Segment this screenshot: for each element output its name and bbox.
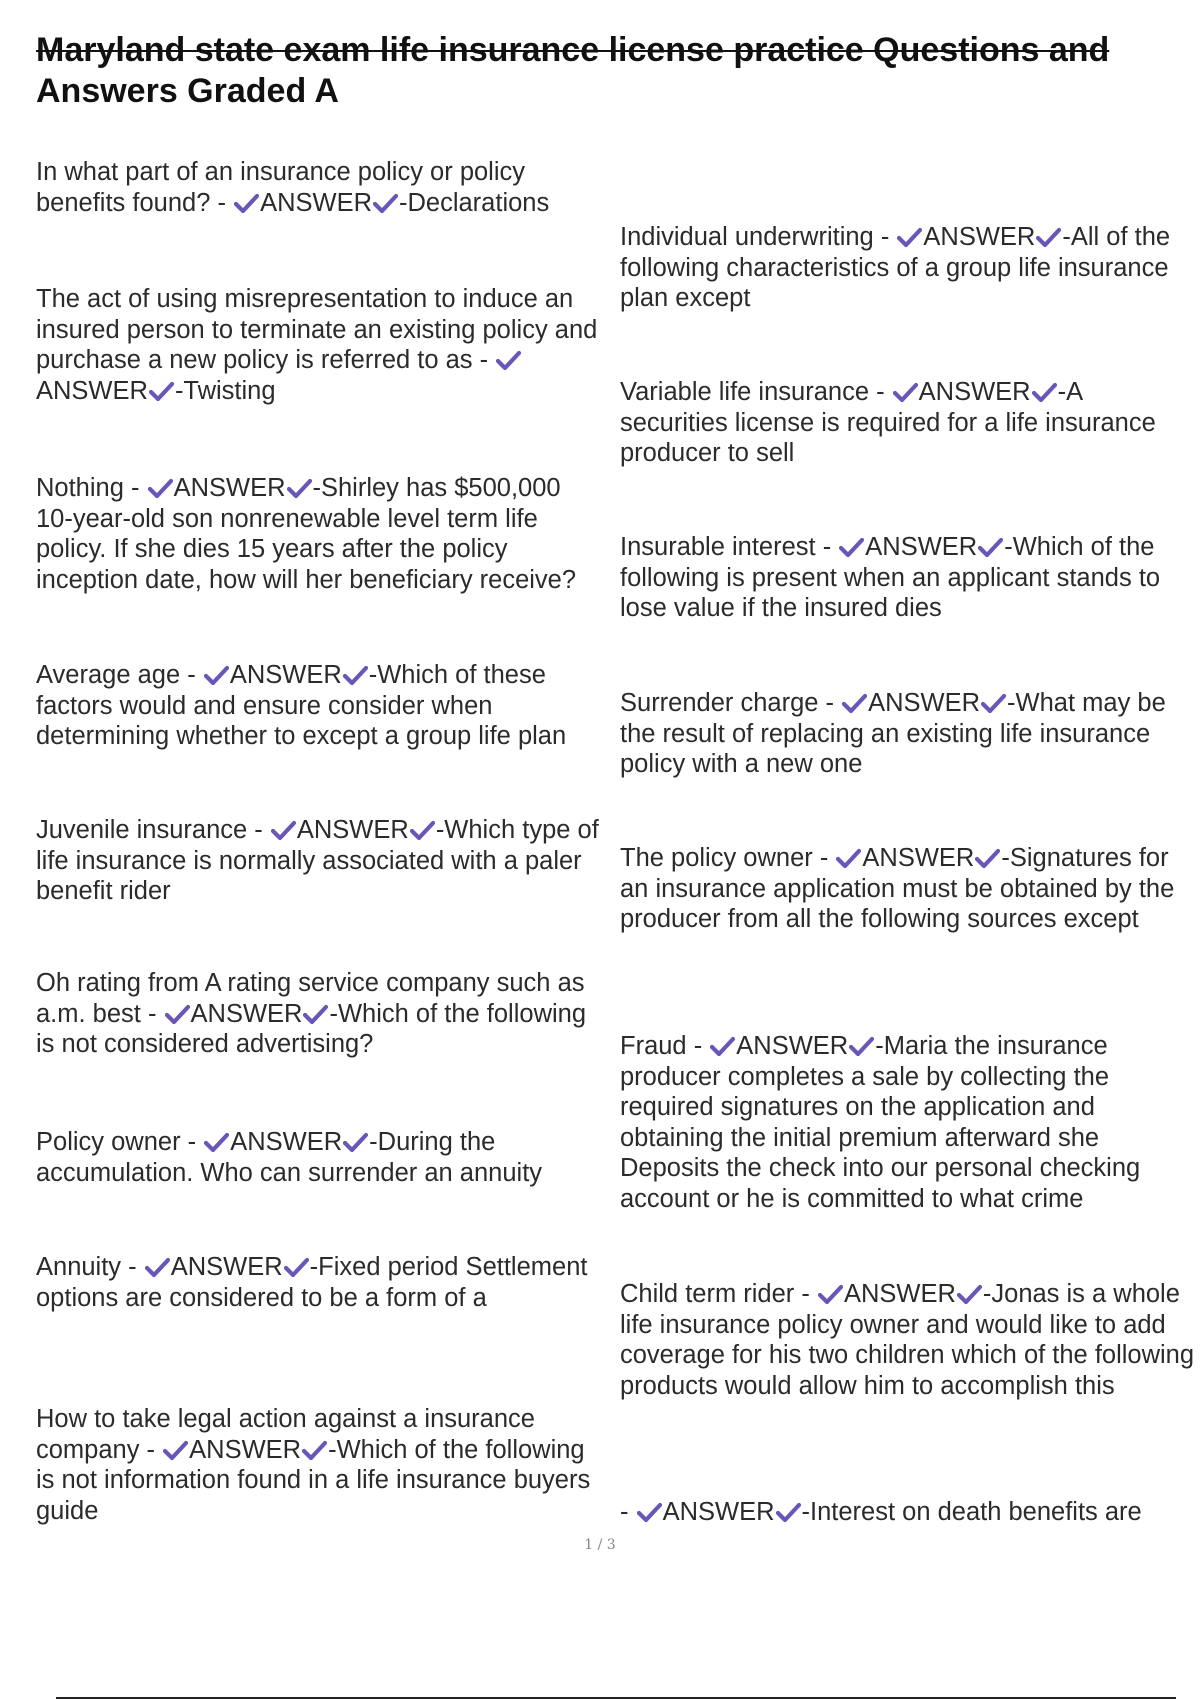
check-icon (303, 1002, 328, 1024)
check-icon (1032, 380, 1057, 402)
check-icon (1036, 225, 1061, 247)
answer-text: -Signatures for an insurance application must be obtained by the producer from all the following sources except (620, 844, 1175, 933)
answer-text: -Which of the following is not information found in a life insurance buyers guide (36, 1435, 591, 1525)
answer-label: ANSWER (918, 378, 1031, 406)
answer-label: ANSWER (230, 1128, 343, 1156)
answer-text: -Which of these factors would and ensure consider when determining whether to except a group life plan (36, 661, 567, 750)
answer-text: -Fixed period Settlement options are considered to be a form of a (36, 1253, 588, 1312)
question-text: Juvenile insurance - (36, 816, 270, 844)
answer-label: ANSWER (170, 1253, 283, 1281)
check-icon (849, 1034, 874, 1056)
answer-text: -Jonas is a whole life insurance policy owner and would like to add coverage for his two children which of the following products would allow him to accomplish this (620, 1280, 1195, 1400)
question-text: The act of using misrepresentation to induce an insured person to terminate an existing policy and purchase a new policy is referred to as - (36, 285, 598, 374)
question-text: Fraud - (620, 1032, 710, 1060)
answer-label: ANSWER (865, 533, 978, 561)
check-icon (234, 191, 259, 213)
document-title (36, 30, 1176, 112)
question-text: The policy owner - (620, 844, 836, 872)
qa-item (620, 532, 1195, 624)
answer-label: ANSWER (229, 661, 342, 689)
answer-text: -Twisting (174, 376, 276, 405)
qa-item (36, 157, 601, 218)
check-icon (710, 1034, 735, 1056)
check-icon (836, 846, 861, 868)
check-icon (284, 1255, 309, 1277)
answer-label: ANSWER (190, 999, 303, 1028)
check-icon (839, 535, 864, 557)
check-icon (842, 691, 867, 713)
check-icon (978, 535, 1003, 557)
question-text: - (620, 1498, 636, 1526)
question-text: Insurable interest - (620, 533, 839, 561)
answer-text: -Which type of life insurance is normally associated with a paler benefit rider (36, 816, 599, 905)
qa-item (36, 968, 601, 1060)
page-divider (56, 1697, 1176, 1699)
qa-item (36, 1404, 601, 1526)
qa-item (36, 815, 601, 907)
check-icon (145, 1255, 170, 1277)
check-icon (163, 1438, 188, 1460)
answer-label: ANSWER (868, 689, 981, 717)
answer-label: ANSWER (843, 1280, 956, 1308)
question-text: In what part of an insurance policy or policy benefits found? - (36, 158, 526, 217)
check-icon (148, 476, 173, 498)
question-text: Annuity - (36, 1253, 144, 1281)
page-number: 1 / 3 (584, 1537, 616, 1553)
check-icon (957, 1282, 982, 1304)
title-line-1: Maryland state exam life insurance license practice Questions and (36, 31, 1110, 69)
answer-label: ANSWER (862, 844, 975, 872)
qa-item (36, 660, 601, 752)
answer-label: ANSWER (736, 1032, 849, 1060)
question-text: Nothing - (36, 474, 147, 502)
question-text: Surrender charge - (620, 689, 842, 717)
answer-label: ANSWER (189, 1435, 302, 1464)
check-icon (637, 1500, 662, 1522)
qa-item (620, 1031, 1195, 1214)
check-icon (897, 225, 922, 247)
check-icon (981, 691, 1006, 713)
check-icon (496, 348, 521, 370)
question-text: Variable life insurance - (620, 378, 892, 406)
answer-label: ANSWER (36, 376, 148, 405)
answer-label: ANSWER (296, 816, 409, 844)
check-icon (204, 1130, 229, 1152)
answer-text: -All of the following characteristics of a group life insurance plan except (620, 223, 1171, 312)
answer-label: ANSWER (923, 223, 1036, 251)
check-icon (287, 476, 312, 498)
check-icon (343, 1130, 368, 1152)
qa-item (36, 1252, 601, 1313)
title-line-2: Answers Graded A (36, 72, 339, 110)
answer-label: ANSWER (173, 474, 286, 502)
check-icon (302, 1438, 327, 1460)
answer-label: ANSWER (260, 188, 372, 217)
answer-text: -Which of the following is present when an applicant stands to lose value if the insured dies (620, 533, 1161, 622)
check-icon (343, 663, 368, 685)
check-icon (410, 818, 435, 840)
answer-text: -During the accumulation. Who can surrender an annuity (36, 1128, 543, 1187)
check-icon (271, 818, 296, 840)
answer-text: -Maria the insurance producer completes a sale by collecting the required signatures on the application and obtaining the initial premium afterward she Deposits the check into our personal checking account or he is committed to what crime (620, 1032, 1141, 1213)
question-text: How to take legal action against a insurance company - (36, 1405, 535, 1464)
question-text: Policy owner - (36, 1128, 204, 1156)
question-text: Average age - (36, 661, 203, 689)
qa-item (620, 843, 1195, 935)
qa-item (620, 1497, 1195, 1528)
qa-item (620, 377, 1195, 469)
check-icon (818, 1282, 843, 1304)
qa-item (36, 284, 601, 406)
check-icon (149, 379, 174, 401)
check-icon (204, 663, 229, 685)
check-icon (893, 380, 918, 402)
check-icon (776, 1500, 801, 1522)
qa-item (36, 1127, 601, 1188)
answer-text: -Which of the following is not considered advertising? (36, 999, 587, 1058)
question-text: Oh rating from A rating service company such as a.m. best - (36, 969, 585, 1028)
qa-item (620, 222, 1195, 314)
check-icon (373, 191, 398, 213)
qa-item (36, 473, 601, 595)
answer-text: -What may be the result of replacing an existing life insurance policy with a new one (620, 689, 1166, 778)
question-text: Individual underwriting - (620, 223, 897, 251)
check-icon (165, 1002, 190, 1024)
answer-text: -A securities license is required for a life insurance producer to sell (620, 378, 1156, 467)
qa-item (620, 1279, 1195, 1401)
question-text: Child term rider - (620, 1280, 817, 1308)
answer-text: -Shirley has $500,000 10-year-old son nonrenewable level term life policy. If she dies 15 years after the policy inception date, how will her beneficiary receive? (36, 474, 577, 594)
qa-item (620, 688, 1195, 780)
answer-label: ANSWER (662, 1498, 775, 1526)
answer-text: -Interest on death benefits are (801, 1498, 1142, 1526)
check-icon (975, 846, 1000, 868)
answer-text: -Declarations (399, 188, 550, 217)
